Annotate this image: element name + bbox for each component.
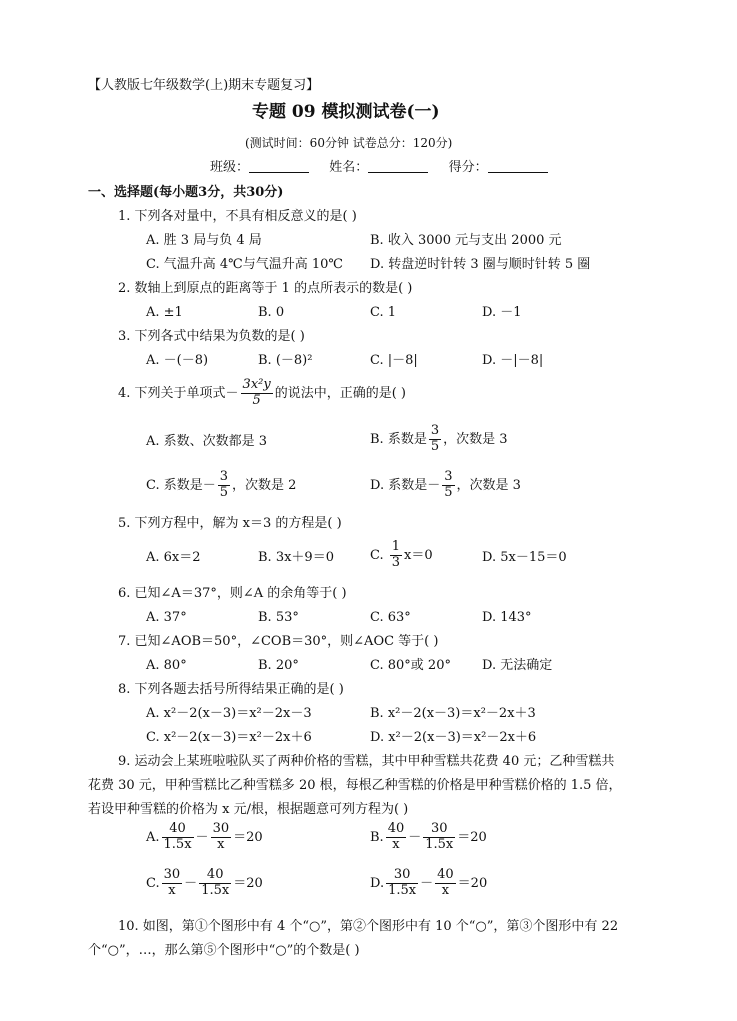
q8-option-b: B. x²－2(x－3)＝x²－2x＋3 [370,706,536,721]
q9-option-d [370,868,487,899]
q6-stem: 6. 已知∠A＝37°，则∠A 的余角等于( ) [118,586,347,601]
q1-option-a: A. 胜 3 局与负 4 局 [146,233,262,248]
q7-option-a: A. 80° [146,658,187,673]
q10-line-2: 个“○”，…，那么第⑤个图形中“○”的个数是( ) [88,943,360,958]
q4-option-c [146,470,296,501]
q4-stem-post: 的说法中，正确的是( ) [274,385,406,401]
q5-c-den: 3 [391,554,401,570]
q9-a-num-2: 30 [212,821,230,836]
q9-b-minus: － [408,829,422,845]
q9-a-minus: － [195,829,209,845]
q9-a-label: A. [146,829,160,845]
q9-b-label: B. [370,829,384,845]
q9-a-frac-2 [211,822,232,853]
q4-d-pre: D. 系数是－ [370,477,441,493]
q9-a-den-2: x [217,836,225,852]
q8-option-d: D. x²－2(x－3)＝x²－2x＋6 [370,730,537,745]
q9-d-num-1: 30 [386,868,418,884]
q4-option-b [370,424,508,455]
q9-c-den-2: 1.5x [201,882,230,898]
q1-option-c: C. 气温升高 4℃与气温升高 10℃ [146,257,343,272]
info-row [210,161,548,174]
q9-c-label: C. [146,875,160,891]
q3-option-d: D. －|－8| [482,353,544,368]
q10-line-1: 10. 如图，第①个图形中有 4 个“○”，第②个图形中有 10 个“○”，第③个图形中有 22 [118,919,619,934]
q2-stem: 2. 数轴上到原点的距离等于 1 的点所表示的数是( ) [118,281,413,296]
q9-c-frac-1 [162,868,183,899]
q9-line-1: 9. 运动会上某班啦啦队买了两种价格的雪糕，其中甲种雪糕共花费 40 元；乙种雪糕共 [118,754,615,769]
q4-b-fraction [429,424,441,455]
q9-b-rhs: ＝20 [457,829,487,845]
q9-d-minus: － [420,875,434,891]
class-field[interactable] [249,161,309,173]
q2-option-b: B. 0 [258,305,285,320]
q9-d-rhs: ＝20 [457,875,488,891]
name-field[interactable] [368,161,428,173]
q9-c-num-1: 30 [163,867,181,882]
section-heading: 一、选择题(每小题3分，共30分) [88,185,284,200]
q9-d-frac-2 [435,868,456,899]
q4-d-fraction [442,470,454,501]
q1-option-d: D. 转盘逆时针转 3 圈与顺时针转 5 圈 [370,257,591,272]
q5-c-fraction [390,540,402,571]
q4-d-post: ，次数是 3 [456,477,521,493]
q9-d-den-1: 1.5x [388,882,417,898]
q3-stem: 3. 下列各式中结果为负数的是( ) [118,329,305,344]
q7-stem: 7. 已知∠AOB＝50°，∠COB＝30°，则∠AOC 等于( ) [118,634,439,649]
q9-c-frac-2 [199,868,231,899]
q4-b-pre: B. 系数是 [370,431,427,447]
q5-option-c [370,540,433,571]
q5-option-a: A. 6x＝2 [146,550,201,565]
q9-d-den-2: x [441,882,450,898]
q6-option-d: D. 143° [482,610,532,625]
q7-option-c: C. 80°或 20° [370,658,451,673]
q4-monomial-fraction [241,378,273,409]
q5-stem: 5. 下列方程中，解为 x＝3 的方程是( ) [118,516,342,531]
q9-line-2: 花费 30 元，甲种雪糕比乙种雪糕多 20 根，每根乙种雪糕的价格是甲种雪糕价格的 1.5 倍， [88,778,622,793]
q9-b-frac-1 [386,822,407,853]
q9-c-minus: － [184,875,198,891]
q8-stem: 8. 下列各题去括号所得结果正确的是( ) [118,682,344,697]
q3-option-b: B. (－8)² [258,353,313,368]
q9-d-label: D. [370,875,385,891]
q4-option-d [370,470,521,501]
q9-b-num-1: 40 [387,821,405,836]
q1-stem: 1. 下列各对量中，不具有相反意义的是( ) [118,209,357,224]
q9-line-3: 若设甲种雪糕的价格为 x 元/根，根据题意可列方程为( ) [88,802,409,817]
class-label: 班级： [210,160,250,175]
q3-option-c: C. |－8| [370,353,418,368]
name-label: 姓名： [329,160,369,175]
q9-d-num-2: 40 [437,867,454,882]
q4-stem [118,378,406,409]
q4-d-den: 5 [444,484,453,500]
q2-option-c: C. 1 [370,305,397,320]
q2-option-a: A. ±1 [146,305,183,320]
q4-frac-num: 3x²y [242,377,271,392]
q9-a-num-1: 40 [162,822,194,838]
q5-c-num: 1 [391,539,401,554]
q5-c-post: x＝0 [404,547,433,563]
q4-b-den: 5 [430,438,440,454]
q4-c-pre: C. 系数是－ [146,477,216,493]
page-title: 专题 09 模拟测试卷(一) [252,102,440,122]
series-title: 【人教版七年级数学(上)期末专题复习】 [88,78,320,93]
q9-c-rhs: ＝20 [233,875,263,891]
exam-meta: (测试时间：60分钟 试卷总分：120分) [245,136,453,150]
q9-a-rhs: ＝20 [233,829,263,845]
q8-option-c: C. x²－2(x－3)＝x²－2x＋6 [146,730,312,745]
q4-c-num: 3 [219,469,229,484]
q9-c-den-1: x [168,882,176,898]
q9-option-a [146,822,263,853]
q8-option-a: A. x²－2(x－3)＝x²－2x－3 [146,706,312,721]
q7-option-b: B. 20° [258,658,299,673]
q3-option-a: A. －(－8) [146,353,209,368]
q9-b-num-2: 30 [423,822,455,838]
q4-d-num: 3 [444,469,453,484]
q6-option-c: C. 63° [370,610,411,625]
q6-option-a: A. 37° [146,610,187,625]
q9-b-den-1: x [392,836,400,852]
q4-b-num: 3 [430,423,440,438]
q9-b-den-2: 1.5x [425,836,454,852]
q5-option-d: D. 5x－15＝0 [482,550,567,565]
q5-c-pre: C. [370,547,388,563]
q1-option-b: B. 收入 3000 元与支出 2000 元 [370,233,562,248]
q9-b-frac-2 [423,822,455,853]
q4-stem-pre: 4. 下列关于单项式－ [118,385,239,401]
q9-a-frac-1 [162,822,194,853]
q9-option-c [146,868,263,899]
q5-option-b: B. 3x＋9＝0 [258,550,334,565]
score-label: 得分： [448,160,488,175]
q4-b-post: ，次数是 3 [443,431,508,447]
q4-c-post: ，次数是 2 [232,477,297,493]
score-field[interactable] [488,161,548,173]
q6-option-b: B. 53° [258,610,299,625]
q7-option-d: D. 无法确定 [482,658,553,673]
q9-a-den-1: 1.5x [163,836,192,852]
q9-c-num-2: 40 [199,868,231,884]
q4-c-den: 5 [219,484,229,500]
q4-option-a: A. 系数、次数都是 3 [146,434,268,449]
q2-option-d: D. －1 [482,305,522,320]
q9-d-frac-1 [386,868,418,899]
q9-option-b [370,822,487,853]
q4-c-fraction [218,470,230,501]
q4-frac-den: 5 [252,392,261,408]
